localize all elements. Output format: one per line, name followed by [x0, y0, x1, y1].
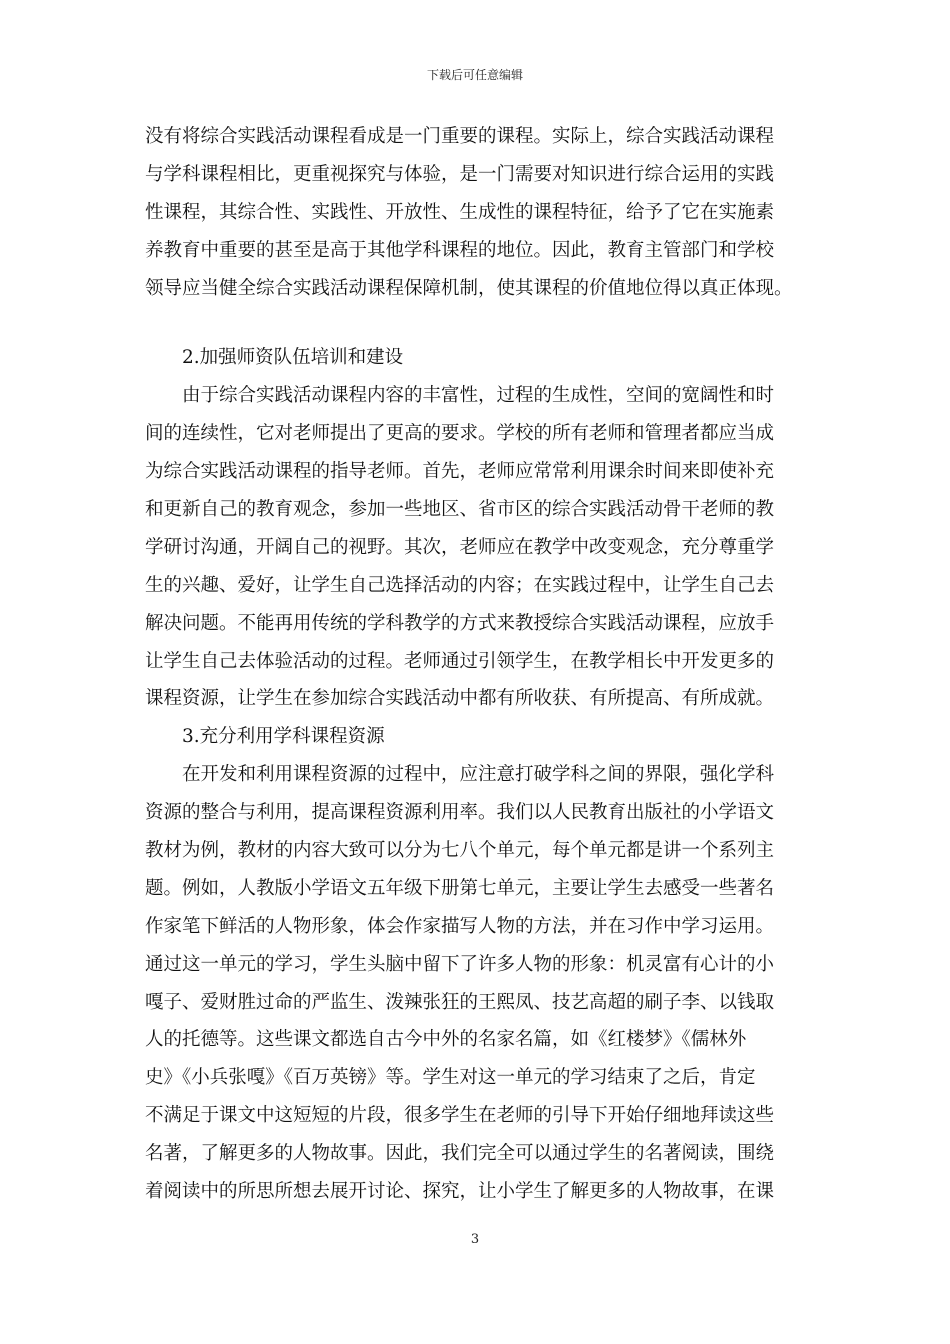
text-line: 题。例如，人教版小学语文五年级下册第七单元，主要让学生去感受一些著名	[145, 877, 775, 899]
text-line: 让学生自己去体验活动的过程。老师通过引领学生，在教学相长中开发更多的	[145, 650, 775, 672]
paragraph-block-1	[145, 118, 810, 307]
text-line: 领导应当健全综合实践活动课程保障机制，使其课程的价值地位得以真正体现。	[145, 277, 793, 299]
text-line: 着阅读中的所思所想去展开讨论、探究，让小学生了解更多的人物故事，在课	[145, 1181, 775, 1203]
text-line: 作家笔下鲜活的人物形象，体会作家描写人物的方法，并在习作中学习运用。	[145, 915, 775, 937]
text-line: 养教育中重要的甚至是高于其他学科课程的地位。因此，教育主管部门和学校	[145, 239, 775, 261]
section-heading: 3.充分利用学科课程资源	[145, 726, 385, 748]
text-line: 没有将综合实践活动课程看成是一门重要的课程。实际上，综合实践活动课程	[145, 126, 775, 147]
text-line: 解决问题。不能再用传统的学科教学的方式来教授综合实践活动课程，应放手	[145, 612, 775, 634]
text-line: 性课程，其综合性、实践性、开放性、生成性的课程特征，给予了它在实施素	[145, 201, 775, 223]
text-line: 不满足于课文中这短短的片段，很多学生在老师的引导下开始仔细地拜读这些	[145, 1105, 775, 1127]
page-header: 下载后可任意编辑	[426, 68, 523, 82]
text-line: 教材为例，教材的内容大致可以分为七八个单元，每个单元都是讲一个系列主	[145, 840, 775, 862]
page-number: 3	[470, 1232, 480, 1247]
paragraph-block-2	[145, 339, 810, 1210]
text-line: 为综合实践活动课程的指导老师。首先，老师应常常利用课余时间来即使补充	[145, 461, 775, 483]
text-line: 课程资源，让学生在参加综合实践活动中都有所收获、有所提高、有所成就。	[145, 688, 775, 710]
text-line: 学研讨沟通，开阔自己的视野。其次，老师应在教学中改变观念，充分尊重学	[145, 536, 775, 558]
document-body	[145, 118, 810, 1211]
text-line: 和更新自己的教育观念，参加一些地区、省市区的综合实践活动骨干老师的教	[145, 499, 775, 521]
text-line: 生的兴趣、爱好，让学生自己选择活动的内容；在实践过程中，让学生自己去	[145, 574, 775, 596]
text-line: 史》《小兵张嘎》《百万英镑》等。学生对这一单元的学习结束了之后，肯定	[145, 1067, 756, 1089]
text-line: 嘎子、爱财胜过命的严监生、泼辣张狂的王熙凤、技艺高超的刷子李、以钱取	[145, 991, 775, 1013]
text-line: 通过这一单元的学习，学生头脑中留下了许多人物的形象：机灵富有心计的小	[145, 953, 775, 975]
text-line: 资源的整合与利用，提高课程资源利用率。我们以人民教育出版社的小学语文	[145, 802, 775, 824]
section-heading: 2.加强师资队伍培训和建设	[145, 347, 404, 369]
text-line: 与学科课程相比，更重视探究与体验，是一门需要对知识进行综合运用的实践	[145, 163, 775, 185]
paragraph-spacer	[145, 307, 810, 339]
text-line: 名著，了解更多的人物故事。因此，我们完全可以通过学生的名著阅读，围绕	[145, 1143, 775, 1165]
text-line: 人的托德等。这些课文都选自古今中外的名家名篇，如《红楼梦》《儒林外	[145, 1029, 747, 1051]
text-line: 在开发和利用课程资源的过程中，应注意打破学科之间的界限，强化学科	[145, 764, 775, 786]
text-line: 由于综合实践活动课程内容的丰富性，过程的生成性，空间的宽阔性和时	[145, 385, 775, 407]
text-line: 间的连续性，它对老师提出了更高的要求。学校的所有老师和管理者都应当成	[145, 423, 775, 445]
